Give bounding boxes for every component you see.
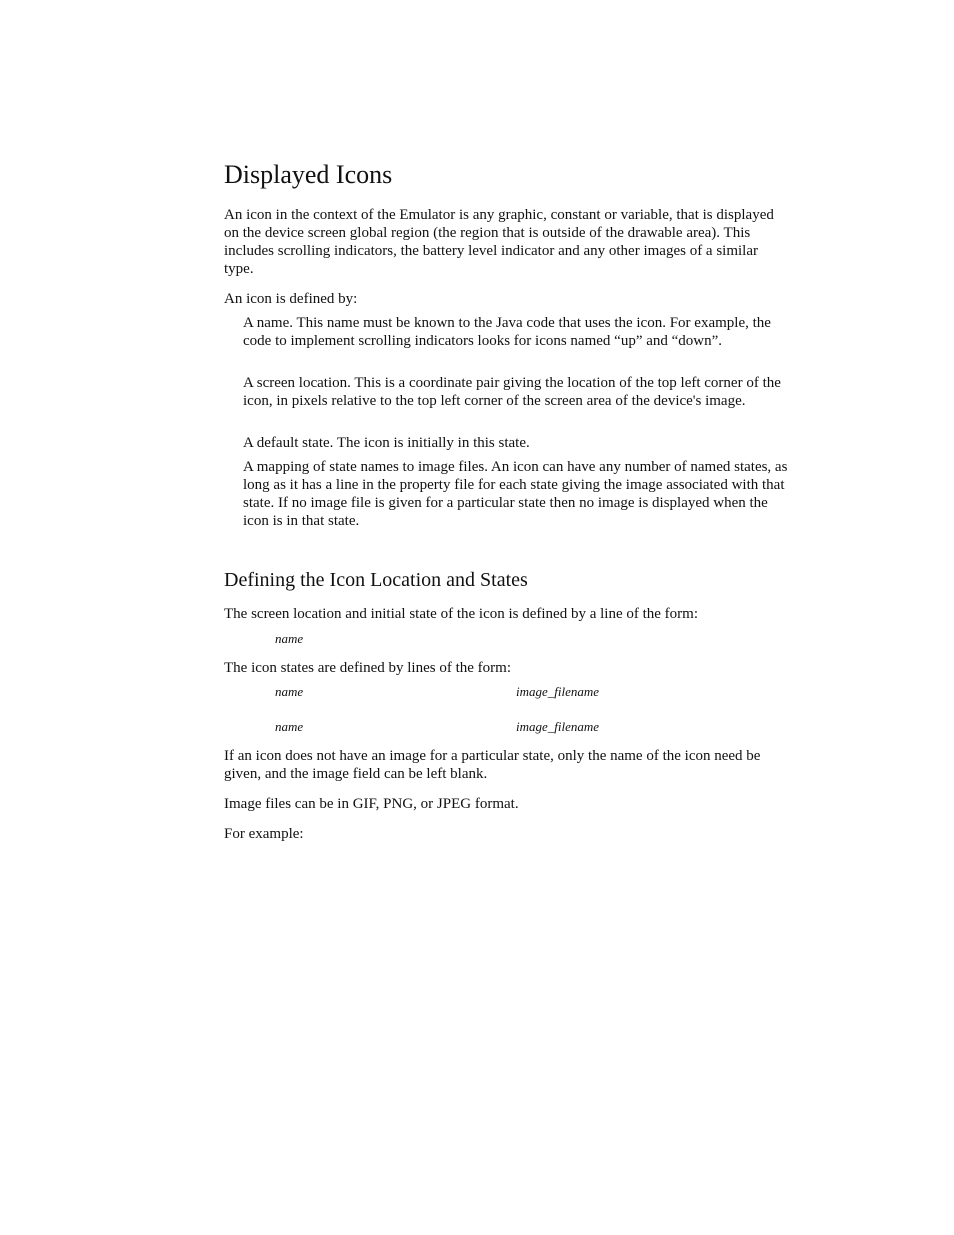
state-form-filename: image_filename	[516, 684, 600, 699]
location-form-name: name	[275, 631, 304, 646]
location-paragraph: The screen location and initial state of the icon is defined by a line of the form:	[224, 606, 699, 622]
formats-paragraph: Image files can be in GIF, PNG, or JPEG format.	[224, 796, 519, 812]
document-page	[224, 0, 789, 1235]
example-paragraph: For example:	[224, 826, 304, 842]
blank-image-paragraph: If an icon does not have an image for a particular state, only the name of the icon need be given, and the image field can be left blank.	[224, 748, 761, 782]
intro-paragraph: An icon in the context of the Emulator is any graphic, constant or variable, that is displayed on the device screen global region (the region that is outside of the drawable area). This includes scrolling indicators, the battery level indicator and any other images of a similar type.	[224, 207, 774, 277]
list-item-location: A screen location. This is a coordinate pair giving the location of the top left corner of the icon, in pixels relative to the top left corner of the screen area of the device's image.	[243, 375, 781, 409]
state-form-name: name	[275, 684, 304, 699]
state-form-filename: image_filename	[516, 719, 600, 734]
state-form-name: name	[275, 719, 304, 734]
subsection-title: Defining the Icon Location and States	[224, 569, 528, 591]
states-paragraph: The icon states are defined by lines of the form:	[224, 660, 511, 676]
list-item-name: A name. This name must be known to the Java code that uses the icon. For example, the code to implement scrolling indicators looks for icons named “up” and “down”.	[243, 315, 771, 349]
list-item-default-state: A default state. The icon is initially in this state.	[243, 435, 530, 451]
section-title: Displayed Icons	[224, 160, 393, 189]
defined-by-paragraph: An icon is defined by:	[224, 291, 358, 307]
list-item-state-mapping: A mapping of state names to image files. An icon can have any number of named states, as long as it has a line in the property file for each state giving the image associated with that state. If no image file is given for a particular state then no image is displayed when the icon is in that state.	[243, 459, 788, 529]
